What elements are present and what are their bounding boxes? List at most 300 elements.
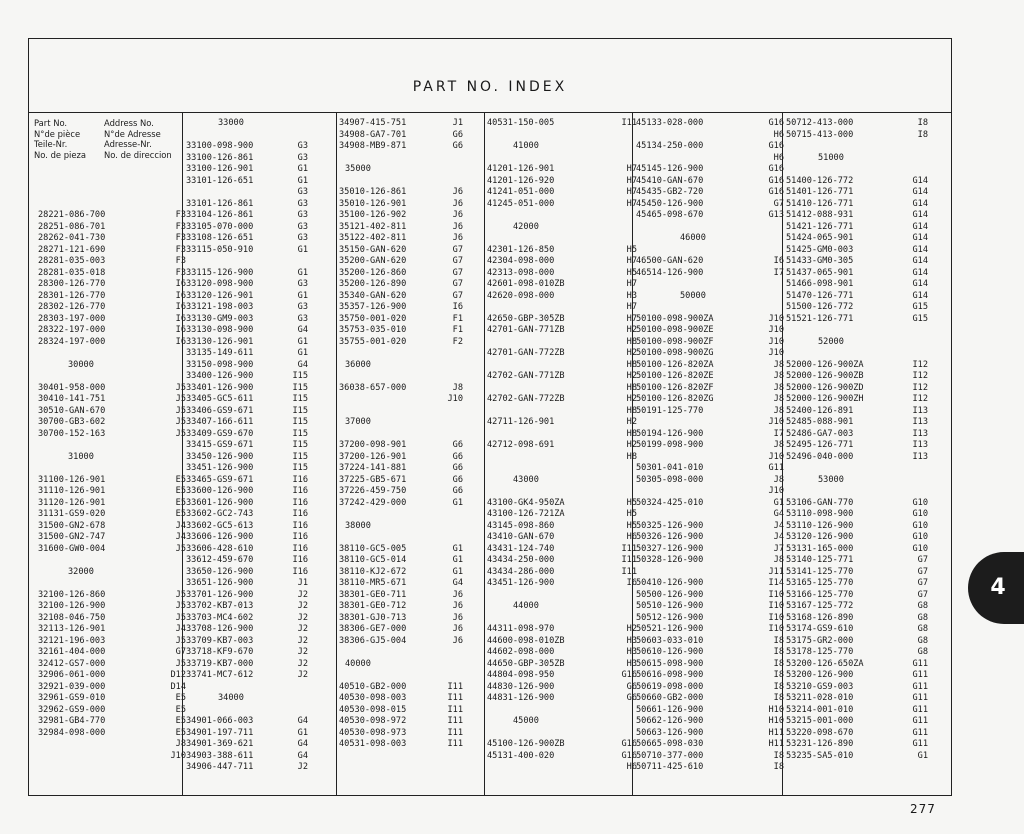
table-row bbox=[339, 417, 463, 429]
address-number: I8 bbox=[773, 647, 784, 657]
address-number: I6 bbox=[773, 256, 784, 266]
table-row bbox=[487, 429, 637, 441]
part-number: 33120-126-901 bbox=[186, 290, 254, 301]
part-number: 33130-GM9-003 bbox=[186, 313, 254, 324]
address-number: G11 bbox=[912, 704, 928, 715]
table-row bbox=[186, 222, 308, 234]
part-number: 50194-126-900 bbox=[636, 428, 704, 439]
table-row bbox=[786, 210, 928, 222]
address-number: G14 bbox=[912, 198, 928, 209]
part-number: 53131-165-000 bbox=[786, 543, 854, 554]
table-row bbox=[786, 728, 928, 740]
part-number: 42702-GAN-772ZB bbox=[487, 394, 565, 404]
part-number: 50327-126-900 bbox=[636, 543, 704, 554]
legend-address-label: N°de Adresse bbox=[104, 128, 161, 139]
address-number: J5 bbox=[175, 612, 186, 623]
table-row bbox=[636, 314, 784, 326]
part-number: 50100-126-820ZE bbox=[636, 371, 714, 381]
address-number: F2 bbox=[452, 336, 463, 347]
table-row bbox=[186, 716, 308, 728]
legend-part-label: Teile-Nr. bbox=[34, 139, 68, 149]
table-row bbox=[636, 245, 784, 257]
table-row bbox=[786, 486, 928, 498]
table-row bbox=[339, 705, 463, 717]
table-row bbox=[636, 233, 784, 245]
table-row bbox=[636, 636, 784, 648]
table-row bbox=[786, 624, 928, 636]
table-row bbox=[786, 682, 928, 694]
address-number: G16 bbox=[768, 187, 784, 197]
part-number: 50305-098-000 bbox=[636, 474, 704, 485]
table-row bbox=[38, 647, 186, 659]
table-row bbox=[487, 452, 637, 464]
address-number: I11 bbox=[447, 693, 463, 703]
address-number: I6 bbox=[175, 302, 186, 312]
part-number: 53175-GR2-000 bbox=[786, 635, 854, 646]
table-row bbox=[786, 578, 928, 590]
part-number: 33718-KF9-670 bbox=[186, 647, 254, 657]
address-number: H6 bbox=[626, 532, 637, 542]
address-number: J5 bbox=[175, 394, 186, 404]
address-number: G8 bbox=[917, 624, 928, 634]
table-row bbox=[186, 406, 308, 418]
part-number: 28303-197-000 bbox=[38, 313, 106, 324]
part-number: 35010-126-861 bbox=[339, 187, 407, 197]
table-row bbox=[339, 613, 463, 625]
address-number: G1 bbox=[773, 497, 784, 508]
part-number: 42301-126-850 bbox=[487, 244, 555, 255]
table-row bbox=[38, 187, 186, 199]
table-row bbox=[786, 509, 928, 521]
part-number: 38110-KJ2-672 bbox=[339, 566, 407, 577]
part-number: 28281-035-003 bbox=[38, 256, 106, 266]
address-number: H7 bbox=[626, 187, 637, 197]
address-number: H2 bbox=[626, 624, 637, 634]
address-number: J5 bbox=[175, 635, 186, 646]
address-number: H7 bbox=[626, 279, 637, 289]
table-row bbox=[786, 268, 928, 280]
address-number: J2 bbox=[297, 624, 308, 634]
part-number: 53220-098-670 bbox=[786, 727, 854, 738]
table-row bbox=[339, 429, 463, 441]
group-heading: 38000 bbox=[345, 520, 371, 531]
legend-part-label: No. de pieza bbox=[34, 149, 87, 160]
table-row bbox=[339, 337, 463, 349]
table-row bbox=[786, 383, 928, 395]
table-row bbox=[38, 601, 186, 613]
table-row bbox=[186, 590, 308, 602]
table-row bbox=[786, 555, 928, 567]
table-row bbox=[186, 130, 308, 142]
table-row bbox=[487, 394, 637, 406]
table-row bbox=[786, 222, 928, 234]
part-number: 42313-098-000 bbox=[487, 267, 555, 278]
address-number: E5 bbox=[175, 693, 186, 703]
address-number: J8 bbox=[773, 474, 784, 485]
table-row bbox=[339, 682, 463, 694]
table-row bbox=[38, 210, 186, 222]
part-number: 28301-126-770 bbox=[38, 290, 106, 301]
address-number: J1 bbox=[452, 118, 463, 128]
address-number: H3 bbox=[626, 658, 637, 669]
part-number: 34908-GA7-701 bbox=[339, 129, 407, 140]
part-number: 51433-GM0-305 bbox=[786, 256, 854, 266]
address-number: I16 bbox=[292, 566, 308, 577]
part-number: 42304-098-000 bbox=[487, 256, 555, 266]
part-number: 52000-126-900ZH bbox=[786, 394, 864, 404]
address-number: H2 bbox=[626, 325, 637, 335]
table-row bbox=[38, 532, 186, 544]
address-number: H2 bbox=[626, 371, 637, 381]
part-number: 53174-GS9-610 bbox=[786, 624, 854, 634]
address-number: J6 bbox=[452, 601, 463, 611]
address-number: J8 bbox=[773, 371, 784, 381]
table-row bbox=[636, 705, 784, 717]
table-row bbox=[186, 199, 308, 211]
group-heading: 31000 bbox=[68, 451, 94, 462]
part-number: 30510-GAN-670 bbox=[38, 405, 106, 416]
address-number: J8 bbox=[452, 382, 463, 393]
table-row bbox=[339, 521, 463, 533]
address-number: I16 bbox=[292, 520, 308, 531]
part-number: 28251-086-701 bbox=[38, 221, 106, 232]
address-number: G8 bbox=[917, 635, 928, 646]
table-row bbox=[786, 532, 928, 544]
table-row bbox=[186, 659, 308, 671]
part-number: 28300-126-770 bbox=[38, 279, 106, 289]
address-number: I8 bbox=[773, 658, 784, 669]
part-number: 43434-286-000 bbox=[487, 566, 555, 577]
address-number: G16 bbox=[768, 175, 784, 186]
address-number: G1 bbox=[917, 750, 928, 761]
part-number: 50619-098-000 bbox=[636, 681, 704, 692]
part-number: 33702-KB7-013 bbox=[186, 601, 254, 611]
address-number: I11 bbox=[447, 716, 463, 726]
address-number: J10 bbox=[447, 394, 463, 404]
table-row bbox=[339, 314, 463, 326]
legend-part-label: N°de pièce bbox=[34, 128, 81, 139]
table-row bbox=[786, 176, 928, 188]
table-row bbox=[636, 440, 784, 452]
address-number: I11 bbox=[447, 681, 463, 692]
table-row bbox=[636, 153, 784, 165]
table-row bbox=[339, 279, 463, 291]
part-number: 38301-GE0-712 bbox=[339, 601, 407, 611]
table-row bbox=[38, 578, 186, 590]
table-row bbox=[636, 371, 784, 383]
table-row bbox=[786, 636, 928, 648]
table-row bbox=[339, 670, 463, 682]
part-number: 51400-126-772 bbox=[786, 175, 854, 186]
address-number: E5 bbox=[175, 727, 186, 738]
table-row bbox=[339, 498, 463, 510]
address-number: J4 bbox=[773, 520, 784, 531]
table-row bbox=[186, 452, 308, 464]
part-number: 40530-098-015 bbox=[339, 704, 407, 715]
part-number: 33409-GS9-670 bbox=[186, 428, 254, 439]
table-row bbox=[38, 567, 186, 579]
table-row bbox=[339, 440, 463, 452]
part-number: 50610-126-900 bbox=[636, 647, 704, 657]
part-number: 53166-125-770 bbox=[786, 589, 854, 600]
part-number: 35357-126-900 bbox=[339, 302, 407, 312]
address-number: G15 bbox=[912, 302, 928, 312]
address-number: H5 bbox=[626, 244, 637, 255]
address-number: I6 bbox=[626, 578, 637, 588]
table-row bbox=[636, 728, 784, 740]
address-number: J8 bbox=[175, 739, 186, 749]
address-number: G16 bbox=[768, 141, 784, 151]
address-number: G11 bbox=[912, 681, 928, 692]
address-number: F3 bbox=[175, 233, 186, 243]
part-number: 32962-GS9-000 bbox=[38, 704, 106, 715]
part-number: 33108-126-651 bbox=[186, 233, 254, 243]
table-row bbox=[339, 555, 463, 567]
part-number: 45465-098-670 bbox=[636, 210, 704, 220]
part-number: 46500-GAN-620 bbox=[636, 256, 704, 266]
table-row bbox=[339, 452, 463, 464]
address-number: J6 bbox=[452, 187, 463, 197]
part-number: 44650-GBP-305ZB bbox=[487, 658, 565, 669]
part-number: 35340-GAN-620 bbox=[339, 290, 407, 301]
part-number: 50100-098-900ZG bbox=[636, 348, 714, 358]
part-number: 46514-126-900 bbox=[636, 267, 704, 278]
part-number: 52000-126-900ZA bbox=[786, 359, 864, 370]
table-row bbox=[38, 670, 186, 682]
address-number: I10 bbox=[768, 612, 784, 623]
table-row bbox=[786, 256, 928, 268]
part-number: 50661-126-900 bbox=[636, 704, 704, 715]
part-number: 53210-GS9-003 bbox=[786, 681, 854, 692]
part-number: 50665-098-030 bbox=[636, 739, 704, 749]
table-row bbox=[186, 210, 308, 222]
table-row bbox=[487, 268, 637, 280]
part-number: 40510-GB2-000 bbox=[339, 681, 407, 692]
table-row bbox=[786, 567, 928, 579]
column-divider bbox=[632, 112, 633, 796]
address-number: J4 bbox=[175, 532, 186, 542]
table-row bbox=[487, 406, 637, 418]
address-number: G3 bbox=[297, 141, 308, 151]
address-number: I11 bbox=[621, 543, 637, 554]
table-row bbox=[636, 555, 784, 567]
table-row bbox=[786, 291, 928, 303]
part-number: 50500-126-900 bbox=[636, 589, 704, 600]
table-row bbox=[786, 314, 928, 326]
address-number: I15 bbox=[292, 463, 308, 473]
part-number: 53235-SA5-010 bbox=[786, 750, 854, 761]
part-number: 35200-126-860 bbox=[339, 267, 407, 278]
part-number: 37226-459-750 bbox=[339, 486, 407, 496]
table-row bbox=[38, 498, 186, 510]
table-row bbox=[186, 118, 308, 130]
group-heading: 33000 bbox=[218, 118, 244, 128]
table-row bbox=[38, 130, 186, 142]
part-number: 33708-126-900 bbox=[186, 624, 254, 634]
table-row bbox=[786, 348, 928, 360]
address-number: H7 bbox=[626, 198, 637, 209]
address-number: I13 bbox=[912, 405, 928, 416]
part-number: 34901-197-711 bbox=[186, 727, 254, 738]
address-number: G7 bbox=[917, 589, 928, 600]
part-number: 40531-098-003 bbox=[339, 739, 407, 749]
part-number: 31500-GN2-747 bbox=[38, 532, 106, 542]
table-row bbox=[636, 222, 784, 234]
address-number: I12 bbox=[912, 394, 928, 404]
group-heading: 46000 bbox=[680, 233, 706, 243]
address-number: I15 bbox=[292, 394, 308, 404]
table-row bbox=[786, 521, 928, 533]
table-row bbox=[339, 647, 463, 659]
table-row bbox=[186, 636, 308, 648]
address-number: I8 bbox=[773, 670, 784, 680]
table-row bbox=[636, 210, 784, 222]
table-row bbox=[636, 130, 784, 142]
table-row bbox=[487, 222, 637, 234]
table-row bbox=[786, 199, 928, 211]
table-row bbox=[636, 406, 784, 418]
table-row bbox=[636, 383, 784, 395]
part-number: 33115-126-900 bbox=[186, 267, 254, 278]
part-number: 32984-098-000 bbox=[38, 727, 106, 738]
legend-address-label: Adresse-Nr. bbox=[104, 139, 152, 149]
table-row bbox=[339, 187, 463, 199]
part-number: 53211-028-010 bbox=[786, 693, 854, 703]
address-number: I6 bbox=[175, 325, 186, 335]
index-column bbox=[636, 118, 784, 774]
address-number: H7 bbox=[626, 164, 637, 174]
address-number: I15 bbox=[292, 371, 308, 381]
table-row bbox=[186, 521, 308, 533]
part-number: 50326-126-900 bbox=[636, 532, 704, 542]
column-divider bbox=[182, 112, 183, 796]
address-number: H2 bbox=[626, 394, 637, 404]
part-number: 50715-413-000 bbox=[786, 129, 854, 140]
part-number: 33701-126-900 bbox=[186, 589, 254, 600]
part-number: 28324-197-000 bbox=[38, 336, 106, 347]
address-number: G7 bbox=[452, 256, 463, 266]
address-number: G3 bbox=[297, 279, 308, 289]
address-number: I11 bbox=[447, 727, 463, 738]
address-number: H7 bbox=[626, 302, 637, 312]
part-number: 31131-GS9-020 bbox=[38, 509, 106, 519]
table-row bbox=[786, 590, 928, 602]
table-row bbox=[339, 406, 463, 418]
part-number: 38301-GE0-711 bbox=[339, 589, 407, 600]
part-number: 50663-126-900 bbox=[636, 727, 704, 738]
address-number: F3 bbox=[175, 267, 186, 278]
table-row bbox=[186, 164, 308, 176]
part-number: 37242-429-000 bbox=[339, 497, 407, 508]
part-number: 35010-126-901 bbox=[339, 198, 407, 209]
address-number: H8 bbox=[626, 428, 637, 439]
address-number: I6 bbox=[175, 279, 186, 289]
table-row bbox=[186, 187, 308, 199]
part-number: 50191-125-770 bbox=[636, 405, 704, 416]
table-row bbox=[38, 486, 186, 498]
table-row bbox=[487, 613, 637, 625]
address-number: G11 bbox=[912, 670, 928, 680]
table-row bbox=[186, 509, 308, 521]
part-number: 31600-GW0-004 bbox=[38, 543, 106, 554]
address-number: J2 bbox=[297, 601, 308, 611]
address-number: J10 bbox=[768, 325, 784, 335]
address-number: I16 bbox=[292, 497, 308, 508]
address-number: G1 bbox=[297, 727, 308, 738]
table-row bbox=[38, 682, 186, 694]
address-number: I14 bbox=[768, 578, 784, 588]
part-number: 33407-166-611 bbox=[186, 417, 254, 427]
part-number: 52000-126-900ZD bbox=[786, 382, 864, 393]
part-number: 33465-GS9-671 bbox=[186, 474, 254, 485]
part-number: 45450-126-900 bbox=[636, 198, 704, 209]
part-number: 53120-126-900 bbox=[786, 532, 854, 542]
part-number: 32121-196-003 bbox=[38, 635, 106, 646]
part-number: 50100-126-820ZG bbox=[636, 394, 714, 404]
table-row bbox=[186, 705, 308, 717]
part-number: 34906-447-711 bbox=[186, 762, 254, 772]
address-number: G3 bbox=[297, 221, 308, 232]
part-number: 34908-MB9-871 bbox=[339, 141, 407, 151]
table-row bbox=[786, 394, 928, 406]
address-number: I13 bbox=[912, 451, 928, 462]
address-number: J8 bbox=[773, 394, 784, 404]
address-number: I8 bbox=[917, 129, 928, 140]
address-number: J11 bbox=[768, 566, 784, 577]
part-number: 53231-126-890 bbox=[786, 739, 854, 749]
part-number: 50100-126-820ZF bbox=[636, 382, 714, 393]
address-number: G8 bbox=[917, 612, 928, 623]
table-row bbox=[487, 245, 637, 257]
table-row bbox=[186, 532, 308, 544]
part-number: 43145-098-860 bbox=[487, 520, 555, 531]
address-number: G6 bbox=[626, 681, 637, 692]
address-number: H5 bbox=[626, 520, 637, 531]
address-number: H6 bbox=[626, 762, 637, 772]
part-number: 45133-028-000 bbox=[636, 118, 704, 128]
table-row bbox=[339, 509, 463, 521]
table-row bbox=[38, 406, 186, 418]
address-number: E5 bbox=[175, 474, 186, 485]
part-number: 34907-415-751 bbox=[339, 118, 407, 128]
part-number: 45145-126-900 bbox=[636, 164, 704, 174]
part-number: 33741-MC7-612 bbox=[186, 670, 254, 680]
address-number: J8 bbox=[773, 555, 784, 565]
table-row bbox=[339, 153, 463, 165]
table-row bbox=[487, 176, 637, 188]
address-number: I10 bbox=[768, 601, 784, 611]
address-number: J5 bbox=[175, 543, 186, 554]
table-row bbox=[38, 222, 186, 234]
address-number: G10 bbox=[912, 532, 928, 542]
group-heading: 36000 bbox=[345, 359, 371, 370]
address-number: J4 bbox=[175, 520, 186, 531]
part-number: 53110-126-900 bbox=[786, 520, 854, 531]
address-number: G1 bbox=[452, 543, 463, 554]
table-row bbox=[487, 682, 637, 694]
part-number: 40530-098-973 bbox=[339, 727, 407, 738]
table-row bbox=[339, 164, 463, 176]
address-number: G7 bbox=[452, 279, 463, 289]
address-number: J6 bbox=[452, 624, 463, 634]
part-number: 53214-001-010 bbox=[786, 704, 854, 715]
part-number: 33406-GS9-671 bbox=[186, 405, 254, 416]
part-number: 50615-098-900 bbox=[636, 658, 704, 669]
table-row bbox=[487, 383, 637, 395]
table-row bbox=[38, 659, 186, 671]
address-number: I8 bbox=[773, 762, 784, 772]
address-number: H8 bbox=[626, 451, 637, 462]
